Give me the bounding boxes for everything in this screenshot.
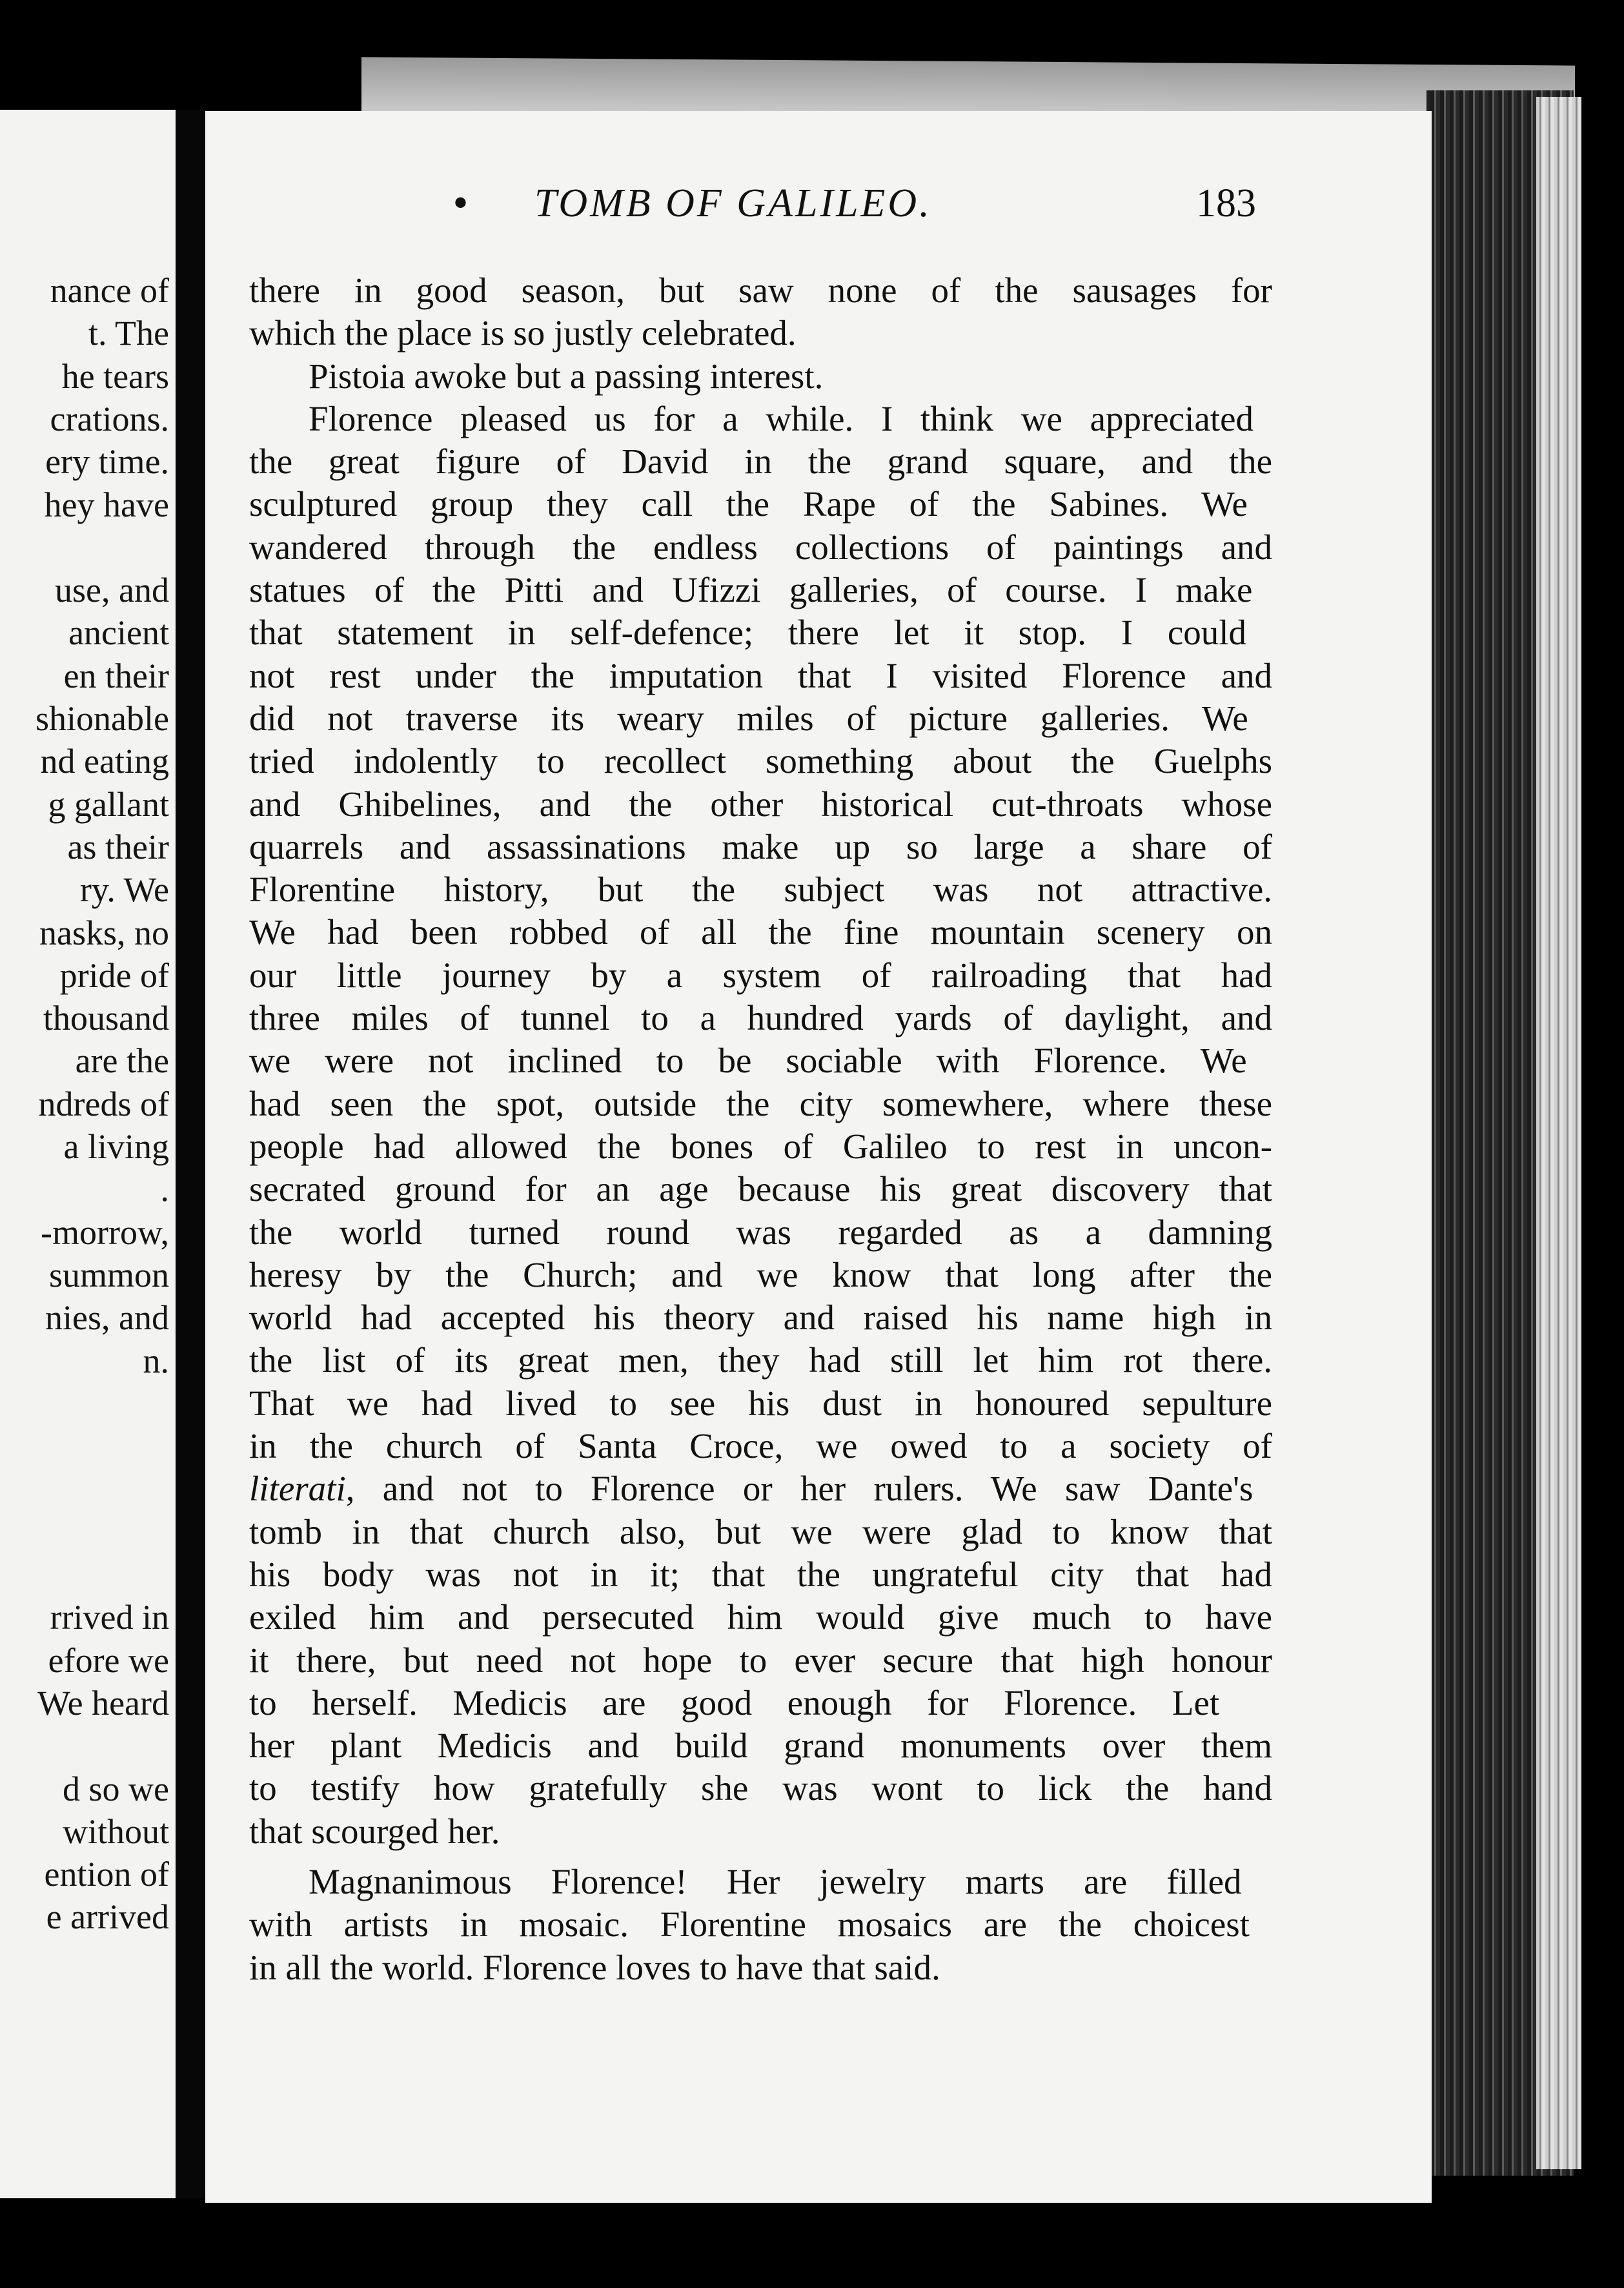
left-page-line: We heard [37, 1683, 169, 1722]
text-line: our little journey by a system of railroading that had [249, 955, 1272, 995]
page-edge-paper [1536, 97, 1581, 2169]
text-line: sculptured group they call the Rape of the Sabines. We [249, 484, 1248, 524]
text-line: heresy by the Church; and we know that long after the [249, 1254, 1272, 1294]
text-line: Florentine history, but the subject was not attractive. [249, 870, 1272, 910]
body-text [249, 269, 1476, 1989]
left-page-line: ancient [68, 613, 169, 653]
text-line: the list of its great men, they had still let him rot there. [249, 1340, 1272, 1380]
text-line: his body was not in it; that the ungrateful city that had [249, 1554, 1272, 1594]
left-page-line: efore we [48, 1640, 169, 1680]
text-line: people had allowed the bones of Galileo to rest in uncon- [249, 1126, 1272, 1166]
running-header [205, 181, 1264, 232]
text-line: exiled him and persecuted him would give much to have [249, 1597, 1272, 1637]
text-line: that scourged her. [249, 1811, 500, 1851]
page-number: 183 [1196, 181, 1256, 225]
text-line: tomb in that church also, but we were glad to know that [249, 1511, 1272, 1551]
left-page-line: en their [63, 656, 169, 695]
left-page-line: e arrived [46, 1897, 169, 1937]
left-page-line: g gallant [48, 784, 169, 824]
left-page [0, 110, 176, 2198]
left-page-line: ery time. [45, 442, 169, 482]
header-dash: • [454, 181, 468, 224]
book-gutter [176, 110, 207, 2198]
right-page [205, 111, 1432, 2203]
left-page-line: nd eating [40, 742, 169, 781]
text-line: statues of the Pitti and Ufizzi galleries, of course. I make [249, 570, 1253, 610]
text-line: in the church of Santa Croce, we owed to a society of [249, 1426, 1272, 1466]
left-page-line: nance of [50, 271, 169, 310]
text-line: That we had lived to see his dust in honoured sepulture [249, 1383, 1272, 1423]
text-line: her plant Medicis and build grand monuments over them [249, 1726, 1272, 1766]
text-line: not rest under the imputation that I visited Florence and [249, 655, 1272, 695]
text-line: it there, but need not hope to ever secure that high honour [249, 1640, 1272, 1680]
left-page-line: rrived in [50, 1598, 169, 1637]
text-line: to testify how gratefully she was wont to lick the hand [249, 1768, 1272, 1808]
left-page-line: d so we [63, 1769, 169, 1808]
left-page-line: without [62, 1812, 169, 1851]
left-page-line: crations. [50, 399, 169, 438]
text-line: world had accepted his theory and raised his name high in [249, 1298, 1272, 1338]
left-page-line: . [160, 1170, 169, 1209]
left-page-line: pride of [59, 955, 169, 995]
text-line: secrated ground for an age because his great discovery that [249, 1169, 1272, 1209]
text-line: did not traverse its weary miles of picture galleries. We [249, 698, 1248, 738]
left-page-line: hey have [44, 485, 169, 524]
text-line: in all the world. Florence loves to have that said. [249, 1947, 940, 1987]
left-page-line: as their [67, 827, 169, 866]
left-page-line: -morrow, [41, 1212, 169, 1252]
left-page-line: t. The [88, 314, 169, 353]
left-page-line: he tears [61, 356, 169, 396]
text-line: had seen the spot, outside the city somewhere, where these [249, 1083, 1272, 1123]
left-page-line: summon [48, 1255, 169, 1294]
text-line: the world turned round was regarded as a damning [249, 1212, 1272, 1252]
text-line: quarrels and assassinations make up so large a share of [249, 826, 1272, 866]
text-line: tried indolently to recollect something about the Guelphs [249, 741, 1272, 781]
text-line: We had been robbed of all the fine mountain scenery on [249, 912, 1272, 952]
text-line: with artists in mosaic. Florentine mosaics are the choicest [249, 1905, 1250, 1945]
left-page-line: ndreds of [38, 1084, 169, 1123]
text-line: Pistoia awoke but a passing interest. [309, 356, 824, 396]
text-line: and Ghibelines, and the other historical cut-throats whose [249, 784, 1272, 824]
left-page-line: n. [143, 1341, 169, 1380]
left-page-line: a living [63, 1127, 169, 1166]
text-line: we were not inclined to be sociable with Florence. We [249, 1041, 1247, 1081]
left-page-line: ry. We [79, 870, 169, 910]
text-line: three miles of tunnel to a hundred yards of daylight, and [249, 998, 1272, 1038]
left-page-line: nies, and [45, 1298, 169, 1338]
text-line: that statement in self-defence; there let it stop. I could [249, 613, 1247, 653]
text-line: Florence pleased us for a while. I think we appreciated [309, 398, 1254, 438]
left-page-line: nasks, no [39, 913, 169, 952]
text-line: the great figure of David in the grand square, and the [249, 442, 1272, 482]
left-page-line: ention of [44, 1855, 169, 1894]
left-page-line: shionable [36, 699, 169, 738]
left-page-line: thousand [43, 999, 169, 1038]
text-line: to herself. Medicis are good enough for Florence. Let [249, 1682, 1220, 1722]
text-line: literati, and not to Florence or her rulers. We saw Dante's [249, 1469, 1254, 1509]
text-line: which the place is so justly celebrated. [249, 313, 797, 353]
running-title: TOMB OF GALILEO. [534, 181, 932, 225]
left-page-line: are the [75, 1041, 169, 1081]
left-page-line: use, and [55, 571, 169, 610]
text-line: there in good season, but saw none of the sausages for [249, 271, 1272, 310]
text-line: wandered through the endless collections of paintings and [249, 527, 1272, 567]
text-line: Magnanimous Florence! Her jewelry marts are filled [309, 1861, 1242, 1901]
